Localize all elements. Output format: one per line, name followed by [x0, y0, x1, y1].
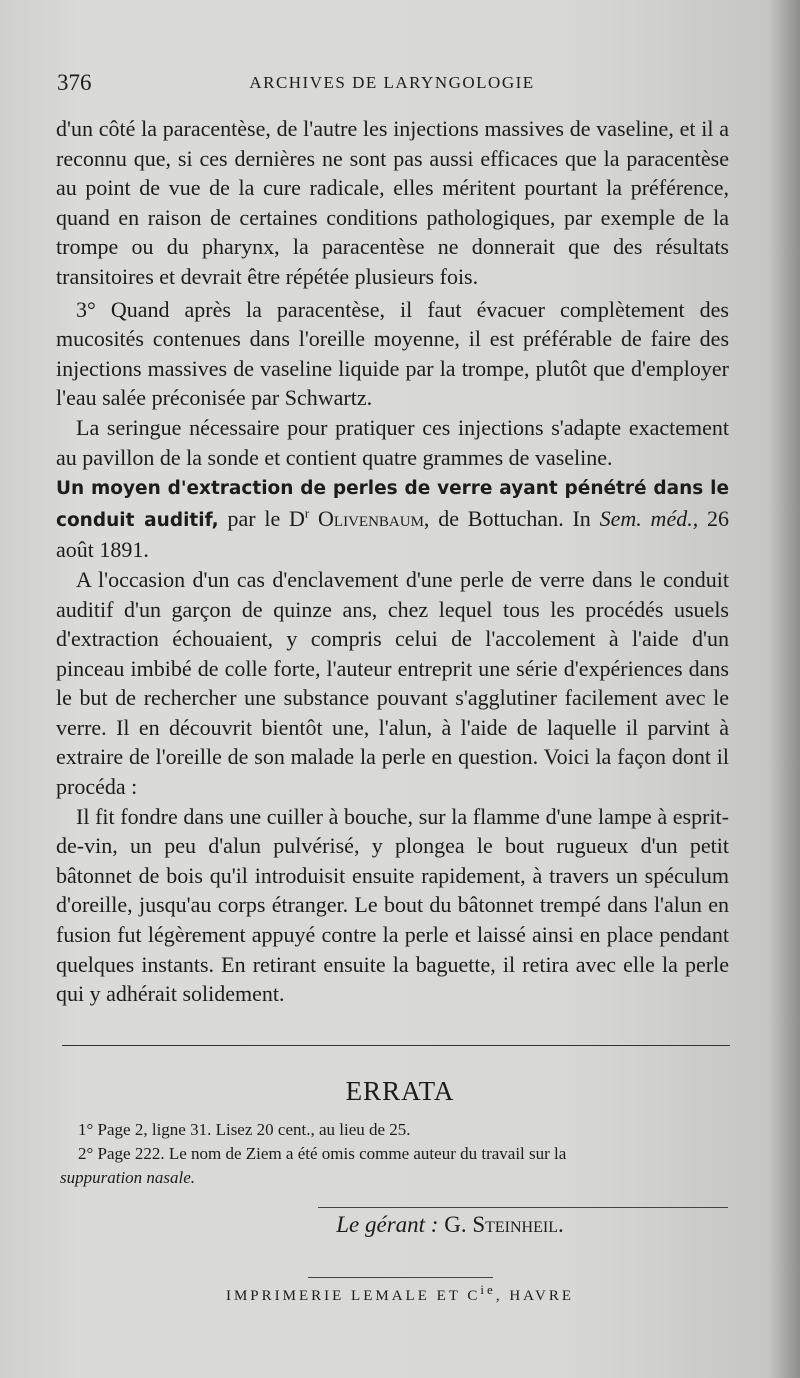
page-header [57, 70, 727, 104]
errata-item-2: 2° Page 222. Le nom de Ziem a été omis comme auteur du travail sur la [78, 1144, 567, 1163]
paragraph-1: d'un côté la paracentèse, de l'autre les injections massives de vaseline, et il a reconnu que, si ces dernières ne sont pas aussi efficaces que la paracentèse au point de vue de la cure radicale, elles méritent pourtant la préférence, quand en raison de certaines conditions pathologiques, par exemple de la trompe ou du pharynx, la paracentèse ne donnerait que des résultats transitoires et devrait être répétée plusieurs fois. [56, 116, 729, 289]
bibliographic-heading [56, 472, 729, 565]
page-number: 376 [57, 70, 92, 95]
gerant-name: G. Steinheil. [444, 1212, 564, 1237]
imprint-city: , HAVRE [495, 1288, 575, 1304]
running-title: ARCHIVES DE LARYNGOLOGIE [249, 73, 535, 92]
signature-divider [318, 1207, 728, 1208]
paragraph-3: La seringue nécessaire pour pratiquer ces injections s'adapte exactement au pavillon de la sonde et contient quatre grammes de vaseline. [56, 414, 729, 470]
biblio-by: par le D [218, 505, 305, 531]
section-divider [62, 1045, 730, 1046]
errata-list [60, 1118, 735, 1190]
article-title: Un moyen d'extraction de perles de verre ayant pénétré dans le conduit auditif, [56, 478, 729, 531]
biblio-author: Olivenbaum, [309, 505, 430, 531]
gerant-signature [0, 1212, 800, 1238]
body-text [56, 114, 729, 1009]
errata-item-1: 1° Page 2, ligne 31. Lisez 20 cent., au lieu de 25. [78, 1120, 411, 1139]
paragraph-2: 3° Quand après la paracentèse, il faut évacuer complètement des mucosités contenues dans l'oreille moyenne, il est préférable de faire des injections massives de vaseline liquide par la trompe, plutôt que d'employer l'eau salée préconisée par Schwartz. [56, 296, 729, 411]
imprint-divider [308, 1277, 493, 1278]
imprint-text: IMPRIMERIE LEMALE ET C [225, 1288, 481, 1304]
imprint-sup: ie [480, 1282, 496, 1297]
printer-imprint [0, 1282, 800, 1305]
biblio-date: , 26 août 1891. [56, 505, 730, 563]
errata-title: ERRATA [345, 1076, 455, 1106]
paragraph-4: A l'occasion d'un cas d'enclavement d'une perle de verre dans le conduit auditif d'un garçon de quinze ans, chez lequel tous les procédés usuels d'extraction échouaient, y compris celui de l'accolement à l'aide d'un pinceau imbibé de colle forte, l'auteur entreprit une série d'expériences dans le but de rechercher une substance pouvant s'agglutiner facilement avec le verre. Il en découvrit bientôt une, l'alun, à l'aide de laquelle il parvint à extraire de l'oreille de son malade la perle en question. Voici la façon dont il procéda : [56, 566, 729, 800]
gerant-label: Le gérant : [336, 1212, 439, 1237]
biblio-journal: Sem. méd. [599, 505, 693, 531]
biblio-dr-sup: r [304, 505, 310, 521]
biblio-place: de Bottuchan. In [429, 505, 600, 531]
errata-item-2-italic: suppuration nasale. [60, 1168, 196, 1187]
paragraph-5: Il fit fondre dans une cuiller à bouche, sur la flamme d'une lampe à esprit-de-vin, un peu d'alun pulvérisé, y plongea le bout rugueux d'un petit bâtonnet de bois qu'il introduisit ensuite rapidement, à travers un spéculum d'oreille, jusqu'au corps étranger. Le bout du bâtonnet trempé dans l'alun en fusion fut légèrement appuyé contre la perle et laissé ainsi en place pendant quelques instants. En retirant ensuite la baguette, il retira avec elle la perle qui y adhérait solidement. [56, 803, 729, 1007]
